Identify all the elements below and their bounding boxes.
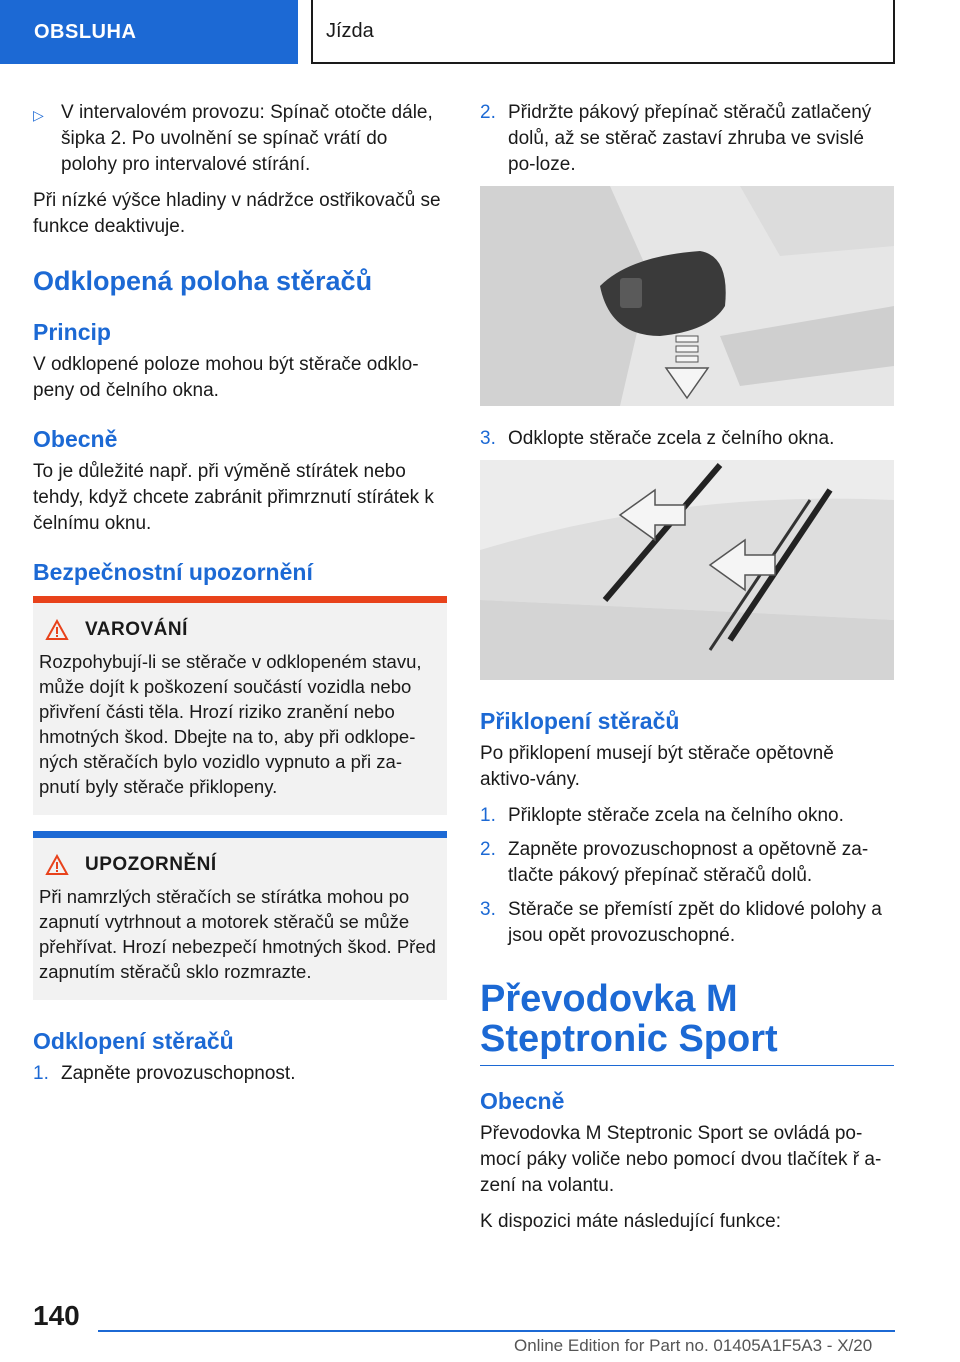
step-number: 1. [480,805,496,826]
notice-callout [33,831,447,1000]
paragraph: Převodovka M Steptronic Sport se ovládá po-mocí páky voliče nebo pomocí dvou tlačítek ř a-zení na volantu. [480,1123,882,1196]
list-item [33,1061,447,1087]
step-number: 1. [33,1063,49,1084]
step-number: 2. [480,102,496,123]
step-text: Přiklopte stěrače zcela na čelního okno. [508,805,844,826]
paragraph: Při nízké výšce hladiny v nádržce ostřikovačů se funkce deaktivuje. [33,190,441,237]
bullet-triangle-icon: ▷ [33,107,44,123]
notice-title: UPOZORNĚNÍ [85,854,217,875]
header-chapter-tab: OBSLUHA [0,0,298,64]
step-text: Přidržte pákový přepínač stěračů zatlačený dolů, až se stěrač zastaví zhruba ve svislé po-loze. [508,102,872,175]
step-number: 3. [480,428,496,449]
section-heading: Odklopená poloha stěračů [33,266,373,296]
warning-triangle-icon [45,854,69,876]
wiper-lever-illustration [480,186,894,406]
wiper-arms-illustration [480,460,894,680]
subheading-priklopeni: Přiklopení stěračů [480,708,680,734]
subheading-obecne: Obecně [33,426,118,452]
footer-divider [98,1330,895,1332]
left-column [33,100,447,1095]
chapter-heading: Převodovka M Steptronic Sport [480,979,894,1066]
lever-photo [480,186,894,406]
paragraph: V odklopené poloze mohou být stěrače odklo-peny od čelního okna. [33,354,419,401]
list-item [480,100,894,178]
paragraph: Po přiklopení musejí být stěrače opětovně aktivo-vány. [480,743,834,790]
warning-text: Rozpohybují-li se stěrače v odklopeném stavu, může dojít k poškození součástí vozidla nebo přivření části těla. Hrozí riziko zranění nebo hmotných škod. Dbejte na to, aby při odklope-ných stěračích bylo vozidlo vypnuto a při za-pnutí byly stěrače přiklopeny. [39,651,422,797]
subheading-odklopeni: Odklopení stěračů [33,1028,234,1054]
warning-triangle-icon [45,619,69,641]
step-number: 3. [480,899,496,920]
notice-text: Při namrzlých stěračích se stírátka mohou po zapnutí vytrhnout a motorek stěračů se může přehřívat. Hrozí nebezpečí hmotných škod. Před zapnutím stěračů sklo rozmrazte. [39,886,436,982]
paragraph: To je důležité např. při výměně stírátek nebo tehdy, když chcete zabránit přimrznutí stírátek k čelnímu oknu. [33,461,434,534]
list-item [33,100,447,178]
list-item-text: V intervalovém provozu: Spínač otočte dále, šipka 2. Po uvolnění se spínač vrátí do polohy pro intervalové stírání. [61,102,433,175]
subheading-princip: Princip [33,319,111,345]
warning-title: VAROVÁNÍ [85,619,188,640]
right-column [480,100,894,1245]
subheading-obecne: Obecně [480,1088,565,1114]
windshield-photo [480,460,894,680]
subheading-safety: Bezpečnostní upozornění [33,559,313,585]
step-text: Odklopte stěrače zcela z čelního okna. [508,428,835,449]
page-number: 140 [33,1300,80,1331]
step-text: Zapněte provozuschopnost. [61,1063,296,1084]
list-item [480,837,894,889]
step-text: Stěrače se přemístí zpět do klidové polohy a jsou opět provozuschopné. [508,899,882,946]
warning-callout [33,596,447,815]
step-text: Zapněte provozuschopnost a opětovně za-tlačte pákový přepínač stěračů dolů. [508,839,869,886]
paragraph: K dispozici máte následující funkce: [480,1211,781,1232]
list-item [480,897,894,949]
step-number: 2. [480,839,496,860]
header-section-title: Jízda [311,0,895,64]
list-item [480,803,894,829]
footer-edition: Online Edition for Part no. 01405A1F5A3 - X/20 [514,1336,873,1355]
list-item [480,426,894,452]
